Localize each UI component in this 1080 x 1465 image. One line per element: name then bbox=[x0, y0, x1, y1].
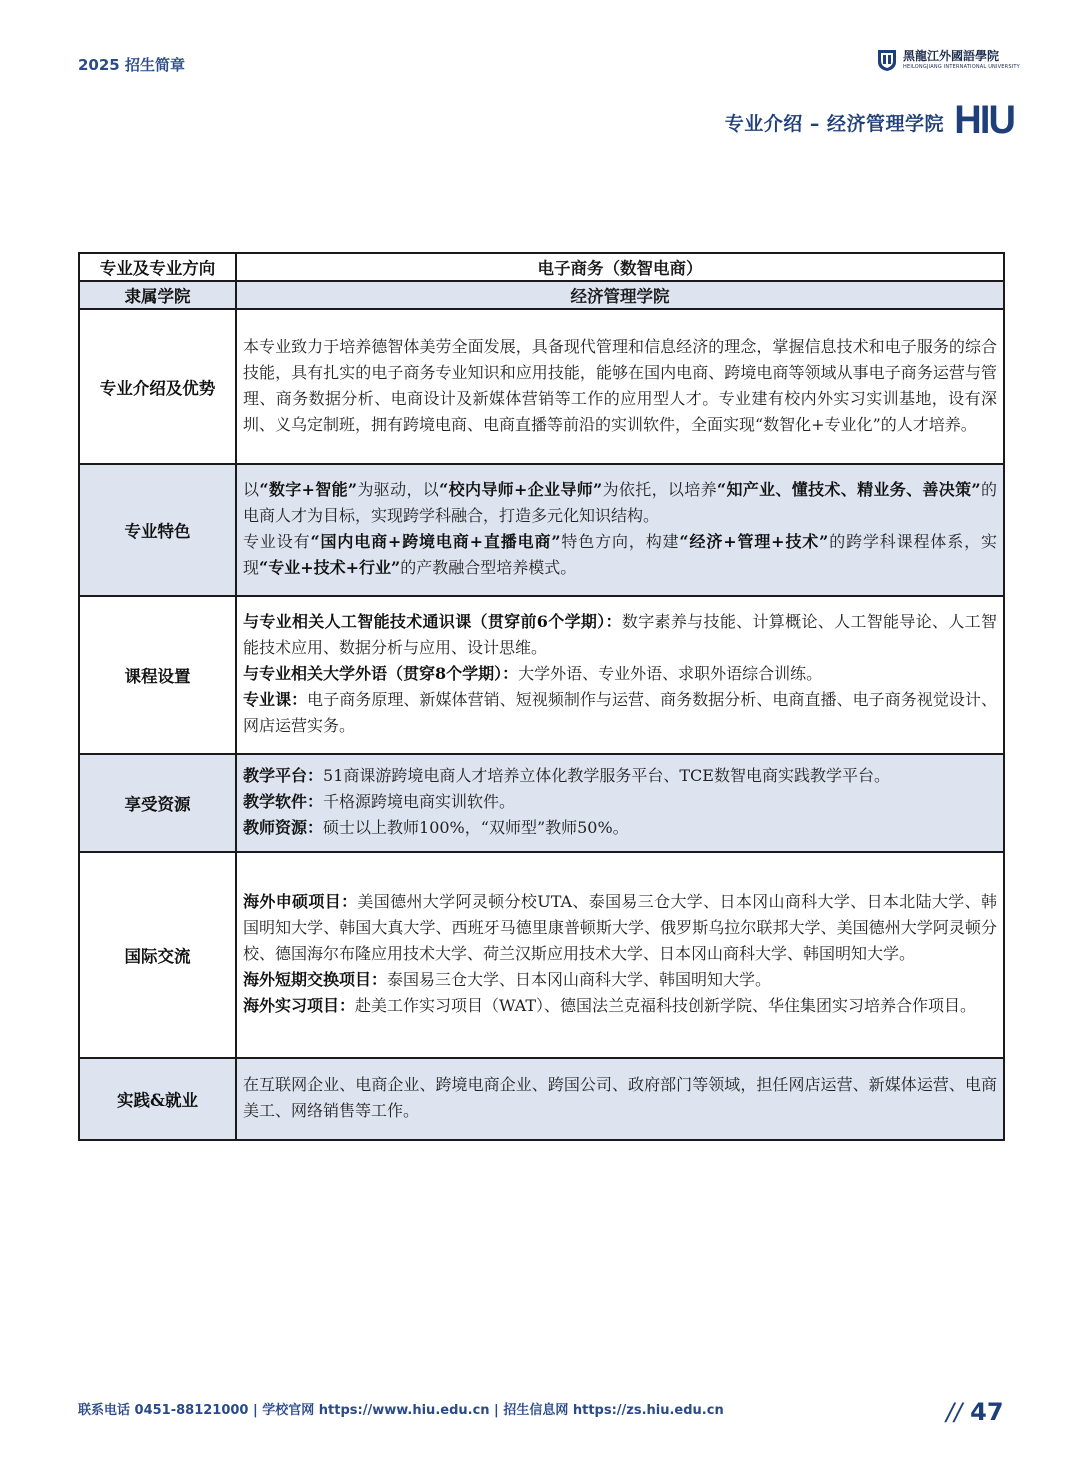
item-key: 与专业相关人工智能技术通识课（贯穿前6个学期）： bbox=[243, 612, 622, 631]
emphasis-text: “经济+管理+技术” bbox=[679, 532, 829, 551]
item-key: 与专业相关大学外语（贯穿8个学期）： bbox=[243, 664, 519, 683]
page-number-block bbox=[946, 1398, 1004, 1426]
emphasis-text: “知产业、懂技术、精业务、善决策” bbox=[716, 480, 981, 499]
item-key: 海外短期交换项目： bbox=[243, 970, 388, 989]
body-text: 专业设有 bbox=[243, 532, 311, 551]
resource-label: 享受资源 bbox=[79, 754, 236, 852]
body-text: 以 bbox=[243, 480, 260, 499]
table-row-courses bbox=[79, 596, 1004, 754]
course-label: 课程设置 bbox=[79, 596, 236, 754]
list-item bbox=[243, 993, 997, 1019]
emphasis-text: “专业+技术+行业” bbox=[259, 558, 401, 577]
body-text: 的产教融合型培养模式。 bbox=[400, 558, 577, 577]
item-key: 海外实习项目： bbox=[243, 996, 356, 1015]
item-value: 泰国易三仓大学、日本冈山商科大学、韩国明知大学。 bbox=[387, 970, 772, 989]
intl-label: 国际交流 bbox=[79, 852, 236, 1058]
career-text: 在互联网企业、电商企业、跨境电商企业、跨国公司、政府部门等领域，担任网店运营、新媒体运营、电商美工、网络销售等工作。 bbox=[236, 1058, 1004, 1140]
item-value: 大学外语、专业外语、求职外语综合训练。 bbox=[518, 664, 823, 683]
major-label: 专业及专业方向 bbox=[79, 253, 236, 281]
list-item bbox=[243, 661, 997, 687]
emphasis-text: “国内电商+跨境电商+直播电商” bbox=[310, 532, 561, 551]
item-key: 专业课： bbox=[243, 690, 308, 709]
intro-text: 本专业致力于培养德智体美劳全面发展，具备现代管理和信息经济的理念，掌握信息技术和电子服务的综合技能，具有扎实的电子商务专业知识和应用技能，能够在国内电商、跨境电商等领域从事电子商务运营与管理、商务数据分析、电商设计及新媒体营销等工作的应用型人才。专业建有校内外实习实训基地，设有深圳、义乌定制班，拥有跨境电商、电商直播等前沿的实训软件，全面实现“数智化+专业化”的人才培养。 bbox=[236, 309, 1004, 464]
intl-list bbox=[236, 852, 1004, 1058]
emphasis-text: “数字+智能” bbox=[259, 480, 358, 499]
item-value: 千格源跨境电商实训软件。 bbox=[323, 792, 516, 811]
item-key: 教学平台： bbox=[243, 766, 324, 785]
emphasis-text: “校内导师+企业导师” bbox=[439, 480, 603, 499]
college-label: 隶属学院 bbox=[79, 281, 236, 309]
page-slash-mark: // bbox=[946, 1398, 963, 1426]
feature-paragraph-1 bbox=[243, 477, 997, 529]
item-value: 电子商务原理、新媒体营销、短视频制作与运营、商务数据分析、电商直播、电子商务视觉设计、网店运营实务。 bbox=[243, 690, 997, 735]
body-text: 为依托，以培养 bbox=[602, 480, 717, 499]
university-logo bbox=[876, 47, 1020, 73]
item-key: 教师资源： bbox=[243, 818, 324, 837]
list-item bbox=[243, 815, 997, 841]
table-row-intro bbox=[79, 309, 1004, 464]
list-item bbox=[243, 687, 997, 739]
major-info-table bbox=[78, 252, 1005, 1141]
feature-text bbox=[236, 464, 1004, 596]
body-text: 的跨学科课程体系，实现 bbox=[243, 532, 997, 577]
feature-paragraph-2 bbox=[243, 529, 997, 581]
table-row-features bbox=[79, 464, 1004, 596]
major-value: 电子商务（数智电商） bbox=[236, 253, 1004, 281]
college-value: 经济管理学院 bbox=[236, 281, 1004, 309]
brochure-title: 2025 招生简章 bbox=[78, 56, 185, 74]
university-seal-icon bbox=[876, 48, 898, 72]
list-item bbox=[243, 763, 997, 789]
body-text: 特色方向，构建 bbox=[560, 532, 680, 551]
item-value: 硕士以上教师100%，“双师型”教师50%。 bbox=[323, 818, 629, 837]
list-item bbox=[243, 967, 997, 993]
logo-chinese-name: 黑龍江外國語學院 bbox=[903, 49, 1000, 63]
item-value: 51商课游跨境电商人才培养立体化教学服务平台、TCE数智电商实践教学平台。 bbox=[323, 766, 890, 785]
section-title: 专业介绍 – 经济管理学院 bbox=[724, 113, 944, 135]
feature-label: 专业特色 bbox=[79, 464, 236, 596]
table-row-resources bbox=[79, 754, 1004, 852]
item-value: 美国德州大学阿灵顿分校UTA、泰国易三仓大学、日本冈山商科大学、日本北陆大学、韩国明知大学、韩国大真大学、西班牙马德里康普顿斯大学、俄罗斯乌拉尔联邦大学、美国德州大学阿灵顿分校、德国海尔布隆应用技术大学、荷兰汉斯应用技术大学、日本冈山商科大学、韩国明知大学。 bbox=[243, 892, 997, 963]
table-row-career bbox=[79, 1058, 1004, 1140]
item-key: 教学软件： bbox=[243, 792, 324, 811]
list-item bbox=[243, 889, 997, 967]
list-item bbox=[243, 609, 997, 661]
item-key: 海外申硕项目： bbox=[243, 892, 358, 911]
table-row-major bbox=[79, 253, 1004, 281]
body-text: 的电商人才为目标，实现跨学科融合，打造多元化知识结构。 bbox=[243, 480, 997, 525]
resource-list bbox=[236, 754, 1004, 852]
table-row-college bbox=[79, 281, 1004, 309]
item-value: 数字素养与技能、计算概论、人工智能导论、人工智能技术应用、数据分析与应用、设计思维。 bbox=[243, 612, 997, 657]
logo-english-name: HEILONGJIANG INTERNATIONAL UNIVERSITY bbox=[903, 64, 1020, 70]
list-item bbox=[243, 789, 997, 815]
hiu-mark: HIU bbox=[954, 98, 1015, 142]
intro-label: 专业介绍及优势 bbox=[79, 309, 236, 464]
career-label: 实践&就业 bbox=[79, 1058, 236, 1140]
course-list bbox=[236, 596, 1004, 754]
item-value: 赴美工作实习项目（WAT）、德国法兰克福科技创新学院、华住集团实习培养合作项目。 bbox=[355, 996, 977, 1015]
page-number: 47 bbox=[970, 1398, 1004, 1426]
table-row-international bbox=[79, 852, 1004, 1058]
body-text: 为驱动，以 bbox=[357, 480, 440, 499]
footer-contact: 联系电话 0451-88121000 | 学校官网 https://www.hiu.edu.cn | 招生信息网 https://zs.hiu.edu.cn bbox=[78, 1403, 724, 1418]
